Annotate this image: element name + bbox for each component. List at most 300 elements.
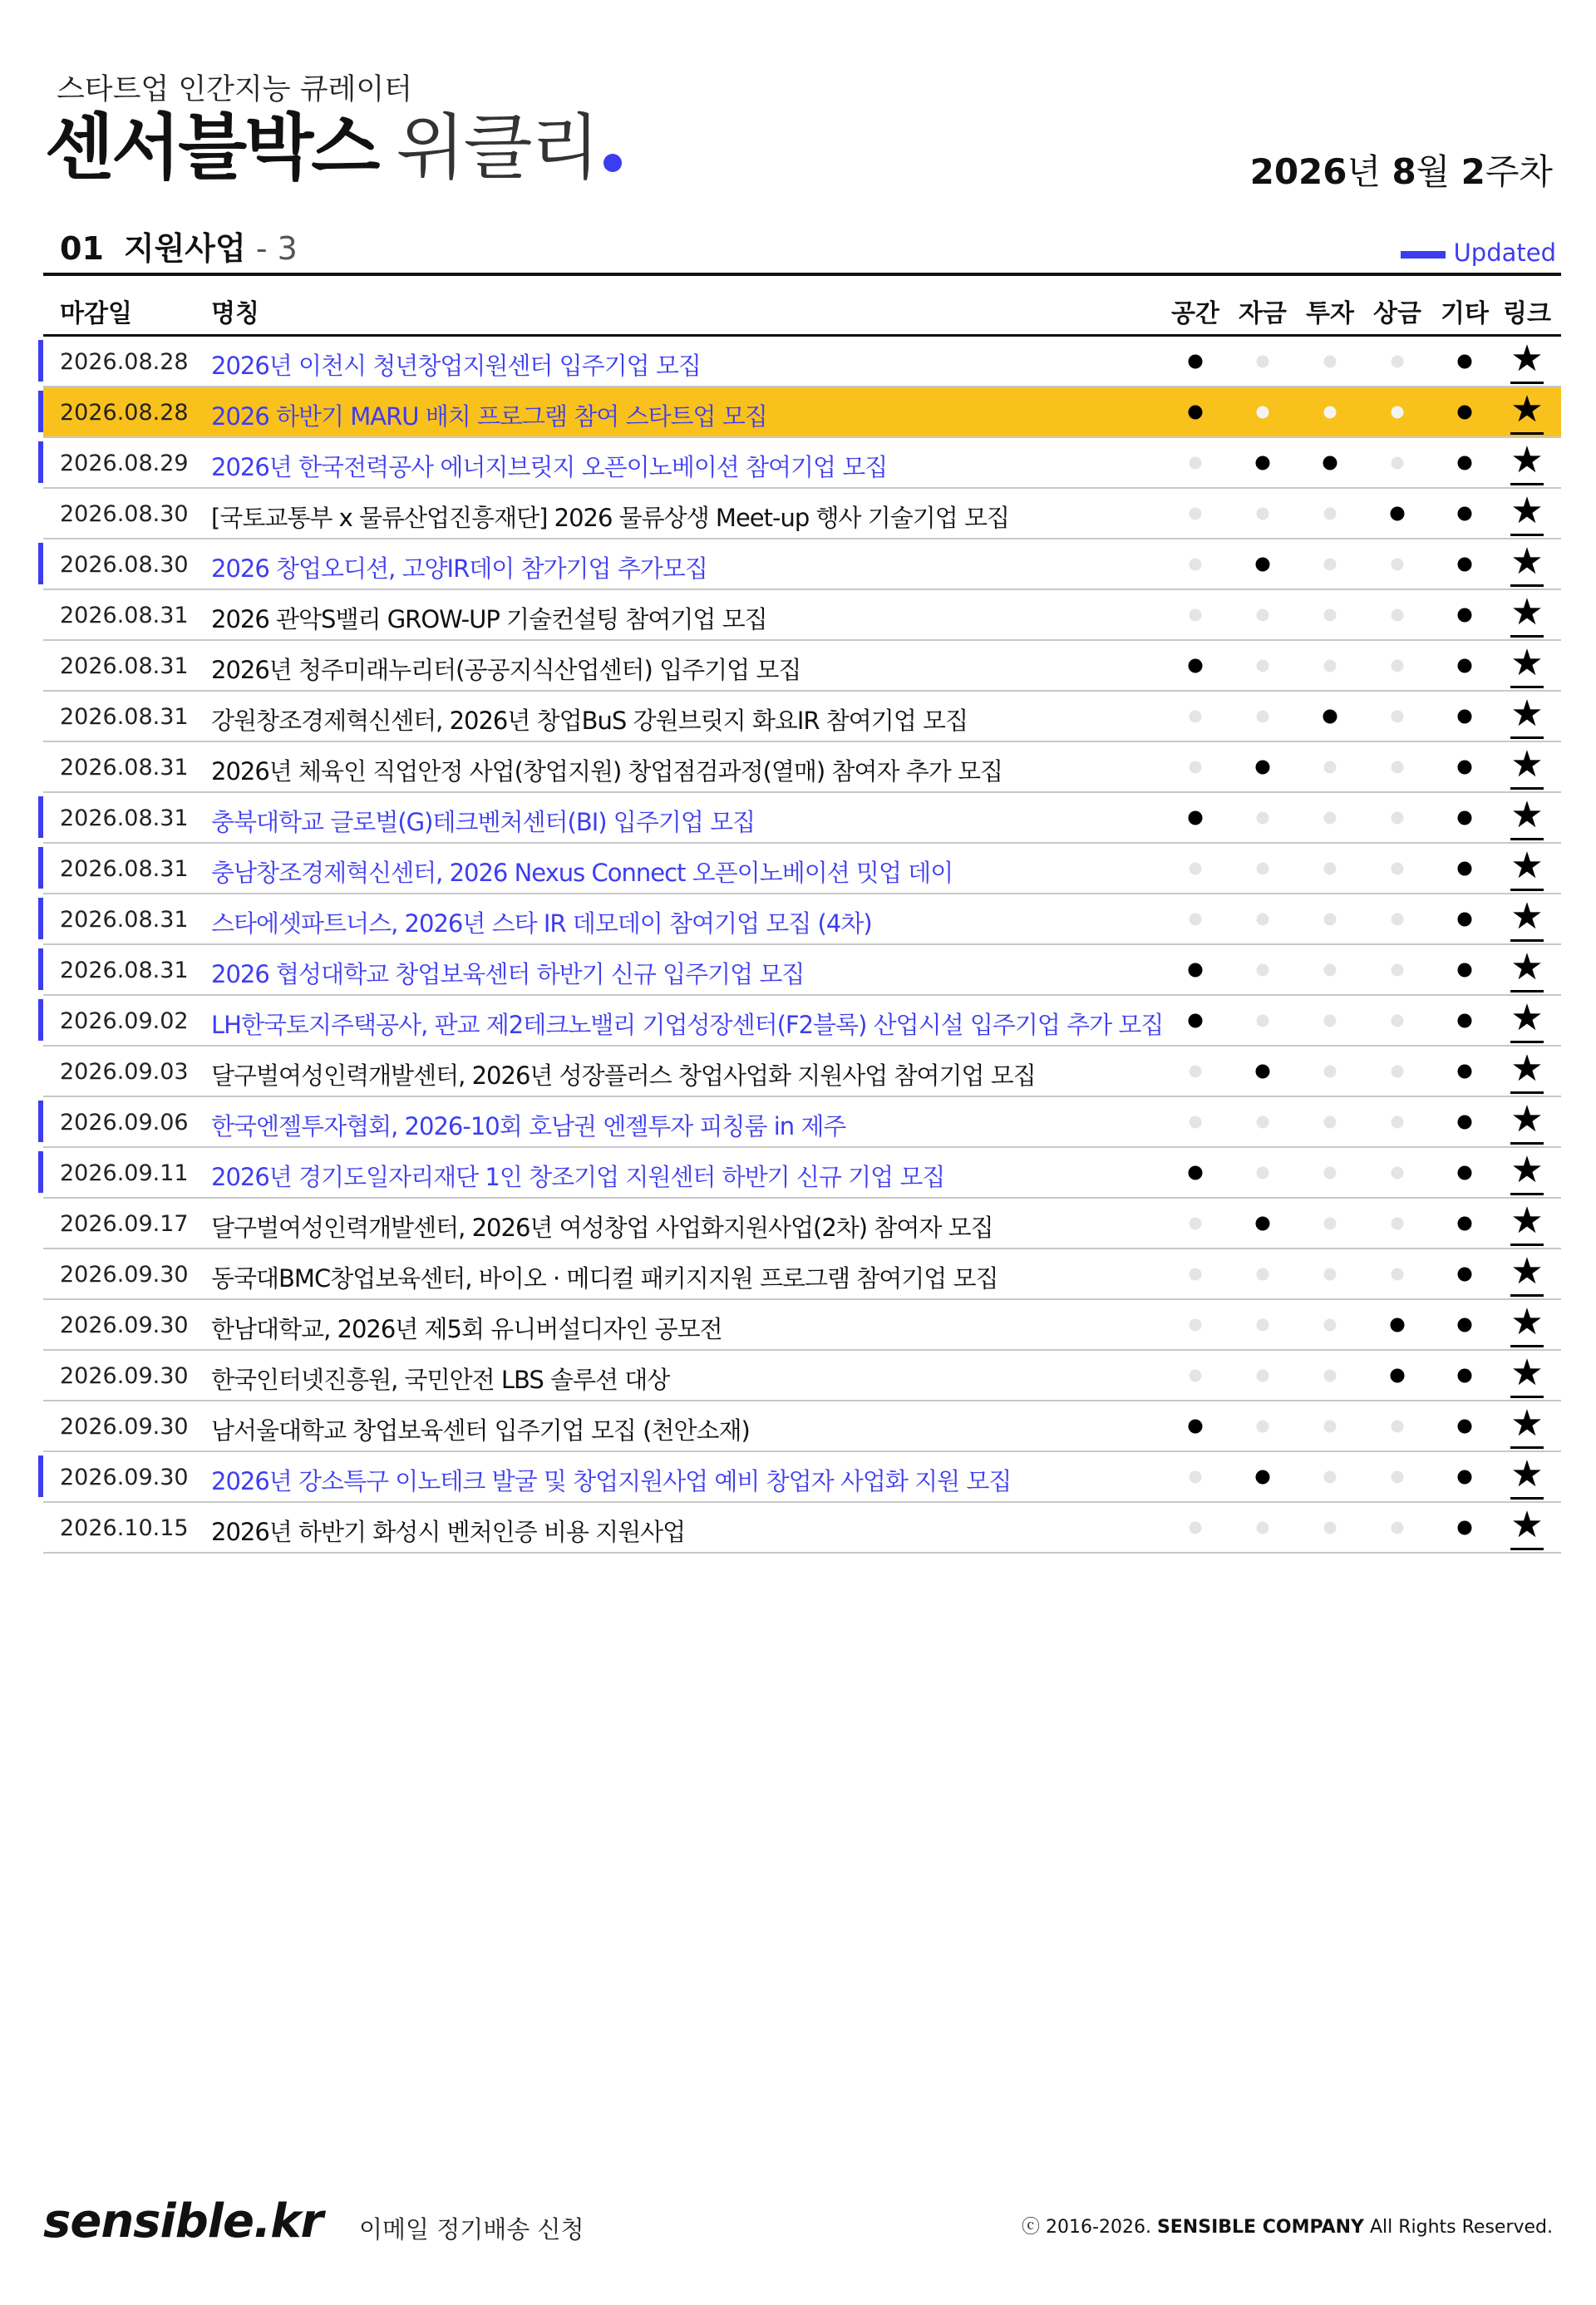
empty-dot-icon <box>1190 1470 1202 1483</box>
row-flag-etc <box>1431 1452 1498 1501</box>
empty-dot-icon <box>1190 761 1202 773</box>
row-deadline: 2026.09.11 <box>60 1160 189 1186</box>
row-title-link[interactable]: 2026년 강소특구 이노테크 발굴 및 창업지원사업 예비 창업자 사업화 지원 모집 <box>211 1467 1012 1495</box>
empty-dot-icon <box>1392 1470 1404 1483</box>
empty-dot-icon <box>1324 608 1337 621</box>
table-row <box>43 1199 1561 1249</box>
empty-dot-icon <box>1392 811 1404 824</box>
empty-dot-icon <box>1257 406 1269 418</box>
row-flag-fund <box>1229 844 1296 893</box>
row-flag-invest <box>1297 692 1363 741</box>
empty-dot-icon <box>1257 355 1269 367</box>
empty-dot-icon <box>1257 1116 1269 1128</box>
star-icon[interactable]: ★ <box>1494 490 1560 538</box>
empty-dot-icon <box>1324 1268 1337 1280</box>
week-year-unit: 년 <box>1347 151 1382 192</box>
row-flag-fund <box>1229 1452 1296 1501</box>
filled-dot-icon <box>1391 1368 1405 1382</box>
star-icon[interactable]: ★ <box>1494 997 1560 1045</box>
row-flag-invest <box>1297 1148 1363 1197</box>
star-icon[interactable]: ★ <box>1494 592 1560 639</box>
row-flag-etc <box>1431 1148 1498 1197</box>
row-flag-space <box>1162 1503 1229 1552</box>
row-deadline: 2026.08.31 <box>60 704 189 730</box>
link-underline <box>1510 838 1544 840</box>
empty-dot-icon <box>1324 811 1337 824</box>
empty-dot-icon <box>1257 1521 1269 1534</box>
filled-dot-icon <box>1458 810 1472 825</box>
empty-dot-icon <box>1190 507 1202 520</box>
row-flag-invest <box>1297 793 1363 842</box>
empty-dot-icon <box>1190 1116 1202 1128</box>
row-flag-fund <box>1229 489 1296 538</box>
row-flag-fund <box>1229 1401 1296 1450</box>
row-flag-space <box>1162 489 1229 538</box>
column-header-link: 링크 <box>1503 299 1551 328</box>
row-deadline: 2026.08.28 <box>60 349 189 375</box>
empty-dot-icon <box>1324 1065 1337 1077</box>
row-flag-invest <box>1297 438 1363 487</box>
row-title-link[interactable]: 2026년 체육인 직업안정 사업(창업지원) 창업점검과정(열매) 참여자 추가 모집 <box>211 757 1002 786</box>
row-flag-space <box>1162 793 1229 842</box>
star-icon[interactable]: ★ <box>1494 1099 1560 1146</box>
filled-dot-icon <box>1189 1419 1203 1433</box>
row-flag-fund <box>1229 641 1296 690</box>
row-flag-prize <box>1364 1300 1431 1349</box>
link-underline <box>1510 1294 1544 1297</box>
row-title-link[interactable]: 2026년 한국전력공사 에너지브릿지 오픈이노베이션 참여기업 모집 <box>211 453 888 481</box>
table-row <box>43 590 1561 641</box>
row-flag-invest <box>1297 539 1363 589</box>
link-underline <box>1510 1345 1544 1347</box>
empty-dot-icon <box>1190 1318 1202 1331</box>
link-underline <box>1510 686 1544 688</box>
updated-marker <box>38 796 43 838</box>
row-title-link[interactable]: 2026 창업오디션, 고양IR데이 참가기업 추가모집 <box>211 554 707 583</box>
empty-dot-icon <box>1257 659 1269 672</box>
row-deadline: 2026.09.03 <box>60 1059 189 1085</box>
empty-dot-icon <box>1324 1521 1337 1534</box>
filled-dot-icon <box>1458 1470 1472 1484</box>
updated-marker <box>38 441 43 483</box>
empty-dot-icon <box>1392 1268 1404 1280</box>
row-flag-invest <box>1297 996 1363 1045</box>
row-title-link[interactable]: 2026년 이천시 청년창업지원센터 입주기업 모집 <box>211 352 701 380</box>
table-row <box>43 539 1561 590</box>
program-table <box>43 273 1561 1554</box>
column-header-space: 공간 <box>1171 299 1219 328</box>
filled-dot-icon <box>1256 1216 1270 1230</box>
filled-dot-icon <box>1458 557 1472 571</box>
row-deadline: 2026.09.30 <box>60 1262 189 1288</box>
row-flag-space <box>1162 641 1229 690</box>
row-deadline: 2026.08.31 <box>60 603 189 628</box>
filled-dot-icon <box>1458 456 1472 470</box>
empty-dot-icon <box>1324 1014 1337 1027</box>
row-title-link[interactable]: 스타에셋파트너스, 2026년 스타 IR 데모데이 참여기업 모집 (4차) <box>211 909 872 938</box>
copyright-company: SENSIBLE COMPANY <box>1156 2217 1364 2238</box>
row-flag-space <box>1162 945 1229 994</box>
row-flag-space <box>1162 1148 1229 1197</box>
updated-marker <box>38 340 43 382</box>
row-flag-invest <box>1297 742 1363 791</box>
empty-dot-icon <box>1392 1065 1404 1077</box>
row-flag-etc <box>1431 1300 1498 1349</box>
row-deadline: 2026.09.30 <box>60 1313 189 1338</box>
table-row <box>43 1047 1561 1097</box>
row-flag-prize <box>1364 1503 1431 1552</box>
header-subtitle: 스타트업 인간지능 큐레이터 <box>57 73 412 106</box>
updated-marker <box>38 543 43 584</box>
star-icon[interactable]: ★ <box>1494 541 1560 589</box>
row-flag-fund <box>1229 1047 1296 1096</box>
section-title <box>60 223 298 268</box>
footer-logo[interactable]: sensible.kr <box>43 2194 323 2248</box>
empty-dot-icon <box>1257 1318 1269 1331</box>
star-icon[interactable]: ★ <box>1494 1454 1560 1501</box>
row-flag-etc <box>1431 945 1498 994</box>
brand-dot-icon <box>603 154 622 172</box>
updated-legend-bar-icon <box>1401 251 1446 259</box>
empty-dot-icon <box>1392 1014 1404 1027</box>
filled-dot-icon <box>1189 810 1203 825</box>
row-flag-prize <box>1364 489 1431 538</box>
row-flag-space <box>1162 590 1229 639</box>
week-number: 2 <box>1461 151 1485 192</box>
row-flag-fund <box>1229 1199 1296 1248</box>
filled-dot-icon <box>1189 963 1203 977</box>
empty-dot-icon <box>1324 1470 1337 1483</box>
filled-dot-icon <box>1189 658 1203 672</box>
row-flag-prize <box>1364 742 1431 791</box>
filled-dot-icon <box>1458 354 1472 368</box>
empty-dot-icon <box>1257 608 1269 621</box>
row-title-link[interactable]: 한국엔젤투자협회, 2026-10회 호남권 엔젤투자 피칭룸 in 제주 <box>211 1112 846 1140</box>
link-underline <box>1510 990 1544 992</box>
row-flag-prize <box>1364 641 1431 690</box>
column-header-prize: 상금 <box>1373 299 1421 328</box>
star-icon[interactable]: ★ <box>1494 338 1560 386</box>
row-flag-etc <box>1431 1401 1498 1450</box>
filled-dot-icon <box>1458 912 1472 926</box>
empty-dot-icon <box>1392 659 1404 672</box>
link-underline <box>1510 1244 1544 1246</box>
row-flag-invest <box>1297 945 1363 994</box>
filled-dot-icon <box>1458 1165 1472 1180</box>
table-row <box>43 387 1561 438</box>
brand-title <box>45 106 622 190</box>
row-flag-fund <box>1229 894 1296 943</box>
row-deadline: 2026.10.15 <box>60 1515 189 1541</box>
column-header-name: 명칭 <box>211 299 259 328</box>
filled-dot-icon <box>1458 608 1472 622</box>
filled-dot-icon <box>1458 658 1472 672</box>
star-icon[interactable]: ★ <box>1494 1200 1560 1248</box>
row-flag-etc <box>1431 1351 1498 1400</box>
link-underline <box>1510 939 1544 942</box>
table-row <box>43 1452 1561 1503</box>
empty-dot-icon <box>1324 1217 1337 1229</box>
empty-dot-icon <box>1257 913 1269 925</box>
table-body <box>43 337 1561 1554</box>
row-deadline: 2026.08.30 <box>60 552 189 578</box>
empty-dot-icon <box>1190 913 1202 925</box>
table-row <box>43 793 1561 844</box>
table-row <box>43 996 1561 1047</box>
row-flag-prize <box>1364 1249 1431 1298</box>
row-deadline: 2026.08.31 <box>60 856 189 882</box>
row-flag-fund <box>1229 692 1296 741</box>
row-flag-space <box>1162 1047 1229 1096</box>
empty-dot-icon <box>1324 862 1337 874</box>
row-flag-invest <box>1297 1249 1363 1298</box>
filled-dot-icon <box>1189 1165 1203 1180</box>
table-row <box>43 1401 1561 1452</box>
row-title-link[interactable]: 한남대학교, 2026년 제5회 유니버설디자인 공모전 <box>211 1315 722 1343</box>
row-flag-prize <box>1364 1148 1431 1197</box>
row-flag-etc <box>1431 1249 1498 1298</box>
star-icon[interactable]: ★ <box>1494 1251 1560 1298</box>
star-icon[interactable]: ★ <box>1494 1048 1560 1096</box>
row-flag-invest <box>1297 1351 1363 1400</box>
week-year: 2026 <box>1249 151 1347 192</box>
row-deadline: 2026.08.31 <box>60 805 189 831</box>
empty-dot-icon <box>1257 507 1269 520</box>
link-underline <box>1510 382 1544 384</box>
link-underline <box>1510 889 1544 891</box>
link-underline <box>1510 1041 1544 1043</box>
row-flag-etc <box>1431 641 1498 690</box>
empty-dot-icon <box>1324 963 1337 976</box>
row-deadline: 2026.09.02 <box>60 1008 189 1034</box>
column-header-invest: 투자 <box>1306 299 1354 328</box>
empty-dot-icon <box>1324 1166 1337 1179</box>
empty-dot-icon <box>1392 1420 1404 1432</box>
table-row <box>43 1300 1561 1351</box>
row-flag-prize <box>1364 1351 1431 1400</box>
row-flag-invest <box>1297 489 1363 538</box>
star-icon[interactable]: ★ <box>1494 1150 1560 1197</box>
row-title-link[interactable]: 2026 하반기 MARU 배치 프로그램 참여 스타트업 모집 <box>211 402 767 431</box>
empty-dot-icon <box>1392 913 1404 925</box>
updated-legend <box>1401 239 1556 267</box>
empty-dot-icon <box>1392 761 1404 773</box>
row-flag-etc <box>1431 489 1498 538</box>
row-title-link[interactable]: 2026 협성대학교 창업보육센터 하반기 신규 입주기업 모집 <box>211 960 805 988</box>
star-icon[interactable]: ★ <box>1494 795 1560 842</box>
empty-dot-icon <box>1324 558 1337 570</box>
star-icon[interactable]: ★ <box>1494 1352 1560 1400</box>
filled-dot-icon <box>1458 405 1472 419</box>
column-header-date: 마감일 <box>60 299 132 328</box>
star-icon[interactable]: ★ <box>1494 1403 1560 1450</box>
row-title-link[interactable]: 2026 관악S밸리 GROW-UP 기술컨설팅 참여기업 모집 <box>211 605 767 633</box>
brand-title-light: 위클리 <box>396 106 598 190</box>
empty-dot-icon <box>1324 1318 1337 1331</box>
star-icon[interactable]: ★ <box>1494 1302 1560 1349</box>
star-icon[interactable]: ★ <box>1494 643 1560 690</box>
section-number: 01 <box>60 230 104 267</box>
row-deadline: 2026.09.17 <box>60 1211 189 1237</box>
link-underline <box>1510 1193 1544 1195</box>
row-title-link[interactable]: 충남창조경제혁신센터, 2026 Nexus Connect 오픈이노베이션 밋업 데이 <box>211 859 953 887</box>
table-row <box>43 1503 1561 1554</box>
table-row <box>43 742 1561 793</box>
row-flag-etc <box>1431 1047 1498 1096</box>
row-title-link[interactable]: LH한국토지주택공사, 판교 제2테크노밸리 기업성장센터(F2블록) 산업시설 입주기업 추가 모집 <box>211 1011 1164 1039</box>
row-title-link[interactable]: 한국인터넷진흥원, 국민안전 LBS 솔루션 대상 <box>211 1366 670 1394</box>
row-flag-invest <box>1297 641 1363 690</box>
filled-dot-icon <box>1458 760 1472 774</box>
row-deadline: 2026.08.31 <box>60 755 189 781</box>
empty-dot-icon <box>1190 1065 1202 1077</box>
empty-dot-icon <box>1324 507 1337 520</box>
row-flag-fund <box>1229 793 1296 842</box>
table-row <box>43 945 1561 996</box>
star-icon[interactable]: ★ <box>1494 389 1560 436</box>
link-underline <box>1510 432 1544 435</box>
filled-dot-icon <box>1256 760 1270 774</box>
row-flag-space <box>1162 894 1229 943</box>
filled-dot-icon <box>1256 456 1270 470</box>
link-underline <box>1510 584 1544 587</box>
empty-dot-icon <box>1392 963 1404 976</box>
star-icon[interactable]: ★ <box>1494 1505 1560 1552</box>
week-month: 8 <box>1392 151 1416 192</box>
filled-dot-icon <box>1256 557 1270 571</box>
copyright-prefix: ⓒ 2016-2026. <box>1022 2217 1151 2238</box>
link-underline <box>1510 1446 1544 1449</box>
link-underline <box>1510 1497 1544 1500</box>
empty-dot-icon <box>1392 862 1404 874</box>
table-row <box>43 438 1561 489</box>
empty-dot-icon <box>1392 355 1404 367</box>
row-flag-invest <box>1297 1401 1363 1450</box>
row-deadline: 2026.08.28 <box>60 400 189 426</box>
row-title-link[interactable]: 남서울대학교 창업보육센터 입주기업 모집 (천안소재) <box>211 1416 750 1445</box>
row-flag-prize <box>1364 1199 1431 1248</box>
filled-dot-icon <box>1458 861 1472 875</box>
star-icon[interactable]: ★ <box>1494 693 1560 741</box>
empty-dot-icon <box>1190 1268 1202 1280</box>
row-flag-space <box>1162 387 1229 436</box>
row-flag-prize <box>1364 692 1431 741</box>
row-deadline: 2026.08.31 <box>60 907 189 933</box>
star-icon[interactable]: ★ <box>1494 440 1560 487</box>
empty-dot-icon <box>1190 456 1202 469</box>
row-flag-etc <box>1431 996 1498 1045</box>
row-flag-space <box>1162 1300 1229 1349</box>
updated-legend-label: Updated <box>1453 239 1556 267</box>
filled-dot-icon <box>1458 1520 1472 1534</box>
row-title-link[interactable]: 강원창조경제혁신센터, 2026년 창업BuS 강원브릿지 화요IR 참여기업 모집 <box>211 707 968 735</box>
row-flag-etc <box>1431 337 1498 386</box>
email-subscribe-link[interactable]: 이메일 정기배송 신청 <box>359 2215 584 2243</box>
empty-dot-icon <box>1324 1116 1337 1128</box>
table-row <box>43 1351 1561 1401</box>
row-flag-space <box>1162 1401 1229 1450</box>
empty-dot-icon <box>1190 608 1202 621</box>
row-flag-fund <box>1229 539 1296 589</box>
row-title-link[interactable]: 달구벌여성인력개발센터, 2026년 성장플러스 창업사업화 지원사업 참여기업 모집 <box>211 1061 1036 1090</box>
filled-dot-icon <box>1458 709 1472 723</box>
filled-dot-icon <box>1189 405 1203 419</box>
star-icon[interactable]: ★ <box>1494 845 1560 893</box>
filled-dot-icon <box>1323 709 1337 723</box>
table-row <box>43 641 1561 692</box>
link-underline <box>1510 736 1544 739</box>
empty-dot-icon <box>1257 1166 1269 1179</box>
empty-dot-icon <box>1190 710 1202 722</box>
row-flag-space <box>1162 1097 1229 1146</box>
empty-dot-icon <box>1257 963 1269 976</box>
row-flag-etc <box>1431 692 1498 741</box>
updated-marker <box>38 1455 43 1497</box>
row-flag-space <box>1162 438 1229 487</box>
row-flag-space <box>1162 1199 1229 1248</box>
empty-dot-icon <box>1257 1268 1269 1280</box>
row-flag-fund <box>1229 945 1296 994</box>
empty-dot-icon <box>1257 811 1269 824</box>
updated-marker <box>38 898 43 939</box>
row-title-link[interactable]: 2026년 경기도일자리재단 1인 창조기업 지원센터 하반기 신규 기업 모집 <box>211 1163 945 1191</box>
row-title-link[interactable]: 충북대학교 글로벌(G)테크벤처센터(BI) 입주기업 모집 <box>211 808 756 836</box>
empty-dot-icon <box>1324 1420 1337 1432</box>
star-icon[interactable]: ★ <box>1494 896 1560 943</box>
row-title-link[interactable]: 달구벌여성인력개발센터, 2026년 여성창업 사업화지원사업(2차) 참여자 모집 <box>211 1214 993 1242</box>
empty-dot-icon <box>1392 1521 1404 1534</box>
row-title-link[interactable]: 2026년 청주미래누리터(공공지식산업센터) 입주기업 모집 <box>211 656 801 684</box>
filled-dot-icon <box>1458 1115 1472 1129</box>
table-row <box>43 337 1561 387</box>
link-underline <box>1510 1091 1544 1094</box>
row-flag-invest <box>1297 1097 1363 1146</box>
row-flag-invest <box>1297 1199 1363 1248</box>
row-flag-invest <box>1297 844 1363 893</box>
row-flag-prize <box>1364 539 1431 589</box>
updated-marker <box>38 1151 43 1193</box>
row-flag-space <box>1162 742 1229 791</box>
row-title-link[interactable]: [국토교통부 x 물류산업진흥재단] 2026 물류상생 Meet-up 행사 기술기업 모집 <box>211 504 1010 532</box>
empty-dot-icon <box>1190 1521 1202 1534</box>
empty-dot-icon <box>1190 1369 1202 1382</box>
row-title-link[interactable]: 2026년 하반기 화성시 벤처인증 비용 지원사업 <box>211 1518 686 1546</box>
row-flag-space <box>1162 844 1229 893</box>
row-title-link[interactable]: 동국대BMC창업보육센터, 바이오 · 메디컬 패키지지원 프로그램 참여기업 모집 <box>211 1264 998 1293</box>
row-flag-prize <box>1364 387 1431 436</box>
row-flag-invest <box>1297 337 1363 386</box>
table-row <box>43 692 1561 742</box>
row-flag-invest <box>1297 894 1363 943</box>
row-flag-etc <box>1431 742 1498 791</box>
row-flag-etc <box>1431 844 1498 893</box>
empty-dot-icon <box>1324 913 1337 925</box>
column-header-fund: 자금 <box>1239 299 1287 328</box>
row-deadline: 2026.08.29 <box>60 451 189 476</box>
copyright-rights: All Rights Reserved. <box>1369 2217 1553 2238</box>
filled-dot-icon <box>1458 1419 1472 1433</box>
star-icon[interactable]: ★ <box>1494 744 1560 791</box>
link-underline <box>1510 1548 1544 1550</box>
link-underline <box>1510 787 1544 790</box>
table-header <box>43 276 1561 337</box>
table-row <box>43 1097 1561 1148</box>
empty-dot-icon <box>1324 659 1337 672</box>
empty-dot-icon <box>1257 1014 1269 1027</box>
star-icon[interactable]: ★ <box>1494 947 1560 994</box>
row-flag-fund <box>1229 387 1296 436</box>
updated-marker <box>38 948 43 990</box>
